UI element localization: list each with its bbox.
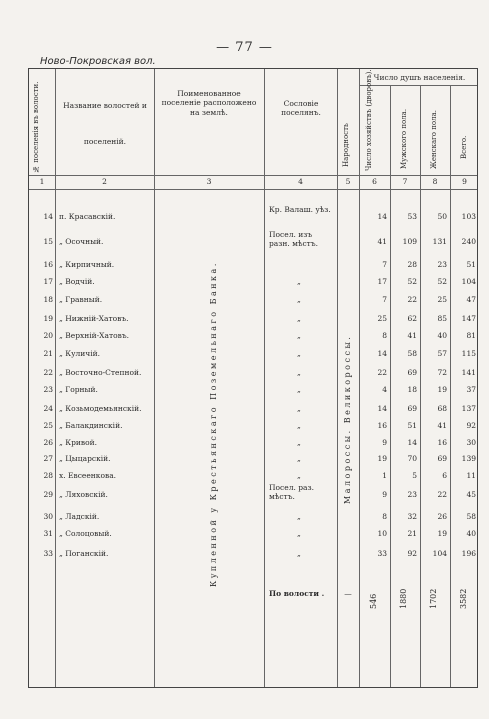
female-value: 85: [437, 314, 447, 323]
male-value: 32: [407, 512, 417, 521]
col-number: 5: [345, 177, 351, 186]
male-value: 22: [407, 295, 417, 304]
row-number: 18: [43, 295, 53, 304]
settlement-name: „ Верхній-Хатовъ.: [59, 331, 130, 340]
female-value: 104: [432, 549, 447, 558]
settlement-name: „ Поганскій.: [59, 549, 109, 558]
estate-value: „: [297, 331, 301, 340]
header-col2-bottom: поселеній.: [83, 137, 127, 146]
male-value: 41: [407, 331, 417, 340]
header-col2-top: Название волостей и: [63, 101, 147, 110]
row-number: 33: [43, 549, 53, 558]
total-value: 40: [466, 529, 476, 538]
header-col8: Женскаго пола.: [430, 110, 438, 169]
male-value: 51: [407, 421, 417, 430]
header-rule: [29, 175, 477, 176]
female-value: 41: [437, 421, 447, 430]
male-value: 69: [407, 368, 417, 377]
row-number: 26: [43, 438, 53, 447]
total-value: 141: [461, 368, 476, 377]
total-value: 58: [466, 512, 476, 521]
land-vertical-text: Купленной у Крестьянскаго Поземельнаго Банка.: [209, 261, 218, 587]
total-value: 51: [466, 260, 476, 269]
total-value: 104: [461, 277, 476, 286]
row-number: 16: [43, 260, 53, 269]
row-number: 29: [43, 490, 53, 499]
row-number: 14: [43, 212, 53, 221]
male-value: 52: [407, 277, 417, 286]
male-value: 28: [407, 260, 417, 269]
female-value: 6: [442, 471, 447, 480]
total-value: 11: [466, 471, 476, 480]
estate-value: „: [297, 421, 301, 430]
total-value: 81: [466, 331, 476, 340]
estate-value: „: [297, 277, 301, 286]
estate-value: „: [297, 368, 301, 377]
totals-label: По волости .: [269, 589, 325, 598]
header-col3: Поименованное поселеніе расположено на землѣ.: [161, 89, 257, 117]
settlement-name: „ Ладскій.: [59, 512, 100, 521]
totals-total: 3582: [459, 588, 468, 609]
estate-value: „: [297, 314, 301, 323]
settlement-name: „ Осочный.: [59, 237, 104, 246]
total-value: 147: [461, 314, 476, 323]
col-rule: [154, 69, 155, 687]
row-number: 22: [43, 368, 53, 377]
total-value: 103: [461, 212, 476, 221]
settlement-name: „ Кирпичный.: [59, 260, 115, 269]
total-value: 240: [461, 237, 476, 246]
estate-value: „: [297, 471, 301, 480]
female-value: 25: [437, 295, 447, 304]
census-table: [28, 68, 478, 688]
totals-female: 1702: [429, 588, 438, 609]
households-value: 14: [377, 404, 387, 413]
row-number: 15: [43, 237, 53, 246]
col-number: 7: [402, 177, 408, 186]
settlement-name: „ Кривой.: [59, 438, 97, 447]
col-rule: [55, 69, 56, 687]
colnum-rule: [29, 189, 477, 190]
households-value: 41: [377, 237, 387, 246]
total-value: 139: [461, 454, 476, 463]
households-value: 9: [382, 438, 387, 447]
estate-value: Посел. раз. мѣстъ.: [269, 483, 314, 501]
total-value: 47: [466, 295, 476, 304]
header-col5: Народность: [342, 123, 350, 167]
female-value: 19: [437, 529, 447, 538]
households-value: 8: [382, 331, 387, 340]
households-value: 19: [377, 454, 387, 463]
col-number: 3: [206, 177, 212, 186]
households-value: 25: [377, 314, 387, 323]
female-value: 19: [437, 385, 447, 394]
male-value: 70: [407, 454, 417, 463]
settlement-name: п. Красавскій.: [59, 212, 116, 221]
row-number: 27: [43, 454, 53, 463]
row-number: 17: [43, 277, 53, 286]
total-value: 92: [466, 421, 476, 430]
male-value: 18: [407, 385, 417, 394]
col-number: 1: [39, 177, 45, 186]
female-value: 52: [437, 277, 447, 286]
header-col7: Мужского пола.: [400, 108, 408, 169]
settlement-name: „ Гравный.: [59, 295, 103, 304]
male-value: 5: [412, 471, 417, 480]
col-rule: [264, 69, 265, 687]
estate-value: Кр. Валаш. уѣз.: [269, 205, 331, 214]
row-number: 31: [43, 529, 53, 538]
col-rule: [359, 69, 360, 687]
settlement-name: „ Балакдинскій.: [59, 421, 123, 430]
total-value: 45: [466, 490, 476, 499]
totals-households: 546: [369, 593, 378, 609]
col-number: 6: [372, 177, 377, 186]
households-value: 1: [382, 471, 387, 480]
estate-value: „: [297, 438, 301, 447]
header-col1: № поселенія въ волости.: [32, 81, 40, 173]
households-value: 4: [382, 385, 387, 394]
group-rule: [359, 85, 477, 86]
estate-value: „: [297, 404, 301, 413]
female-value: 16: [437, 438, 447, 447]
estate-value: „: [297, 549, 301, 558]
male-value: 23: [407, 490, 417, 499]
total-value: 37: [466, 385, 476, 394]
settlement-name: х. Евсеенкова.: [59, 471, 117, 480]
settlement-name: „ Водчій.: [59, 277, 95, 286]
male-value: 69: [407, 404, 417, 413]
settlement-name: „ Восточно-Степной.: [59, 368, 142, 377]
male-value: 58: [407, 349, 417, 358]
header-col6: Число хозяйствъ (дворовъ).: [365, 69, 373, 171]
row-number: 25: [43, 421, 53, 430]
female-value: 131: [432, 237, 447, 246]
male-value: 21: [407, 529, 417, 538]
female-value: 72: [437, 368, 447, 377]
estate-value: „: [297, 349, 301, 358]
male-value: 62: [407, 314, 417, 323]
row-number: 20: [43, 331, 53, 340]
total-value: 137: [461, 404, 476, 413]
col-number: 2: [102, 177, 107, 186]
female-value: 57: [437, 349, 447, 358]
page-number: — 77 —: [216, 40, 273, 55]
households-value: 17: [377, 277, 387, 286]
settlement-name: „ Цыцарскій.: [59, 454, 111, 463]
row-number: 28: [43, 471, 53, 480]
households-value: 22: [377, 368, 387, 377]
female-value: 68: [437, 404, 447, 413]
total-value: 30: [466, 438, 476, 447]
estate-value: Посел. изъ разн. мѣстъ.: [269, 230, 318, 248]
settlement-name: „ Горный.: [59, 385, 98, 394]
nationality-vertical-text: Малороссы. Великороссы.: [343, 334, 352, 504]
households-value: 8: [382, 512, 387, 521]
row-number: 21: [43, 349, 53, 358]
estate-value: „: [297, 454, 301, 463]
settlement-name: „ Солоцовый.: [59, 529, 112, 538]
totals-male: 1880: [399, 588, 408, 609]
male-value: 14: [407, 438, 417, 447]
male-value: 53: [407, 212, 417, 221]
female-value: 50: [437, 212, 447, 221]
row-number: 23: [43, 385, 53, 394]
estate-value: „: [297, 295, 301, 304]
female-value: 23: [437, 260, 447, 269]
row-number: 24: [43, 404, 53, 413]
header-col4: Сословіе поселянъ.: [281, 99, 321, 118]
estate-value: „: [297, 512, 301, 521]
total-value: 196: [461, 549, 476, 558]
total-value: 115: [461, 349, 476, 358]
female-value: 22: [437, 490, 447, 499]
male-value: 92: [407, 549, 417, 558]
households-value: 14: [377, 212, 387, 221]
settlement-name: „ Ляховскій.: [59, 490, 108, 499]
households-value: 16: [377, 421, 387, 430]
row-number: 30: [43, 512, 53, 521]
col-number: 9: [462, 177, 467, 186]
volost-title: Ново-Покровская вол.: [40, 56, 156, 67]
households-value: 14: [377, 349, 387, 358]
row-number: 19: [43, 314, 53, 323]
header-col9: Всего.: [460, 135, 468, 159]
col-number: 4: [298, 177, 303, 186]
settlement-name: „ Куличій.: [59, 349, 100, 358]
households-value: 7: [382, 295, 387, 304]
settlement-name: „ Козьмодемьянскій.: [59, 404, 142, 413]
households-value: 10: [377, 529, 387, 538]
totals-dash: —: [344, 589, 352, 598]
female-value: 40: [437, 331, 447, 340]
estate-value: „: [297, 385, 301, 394]
households-value: 7: [382, 260, 387, 269]
female-value: 26: [437, 512, 447, 521]
female-value: 69: [437, 454, 447, 463]
male-value: 109: [402, 237, 417, 246]
estate-value: „: [297, 529, 301, 538]
col-number: 8: [432, 177, 438, 186]
settlement-name: „ Нижній-Хатовъ.: [59, 314, 129, 323]
households-value: 33: [377, 549, 387, 558]
header-group: Число душъ населенія.: [373, 73, 466, 82]
households-value: 9: [382, 490, 387, 499]
